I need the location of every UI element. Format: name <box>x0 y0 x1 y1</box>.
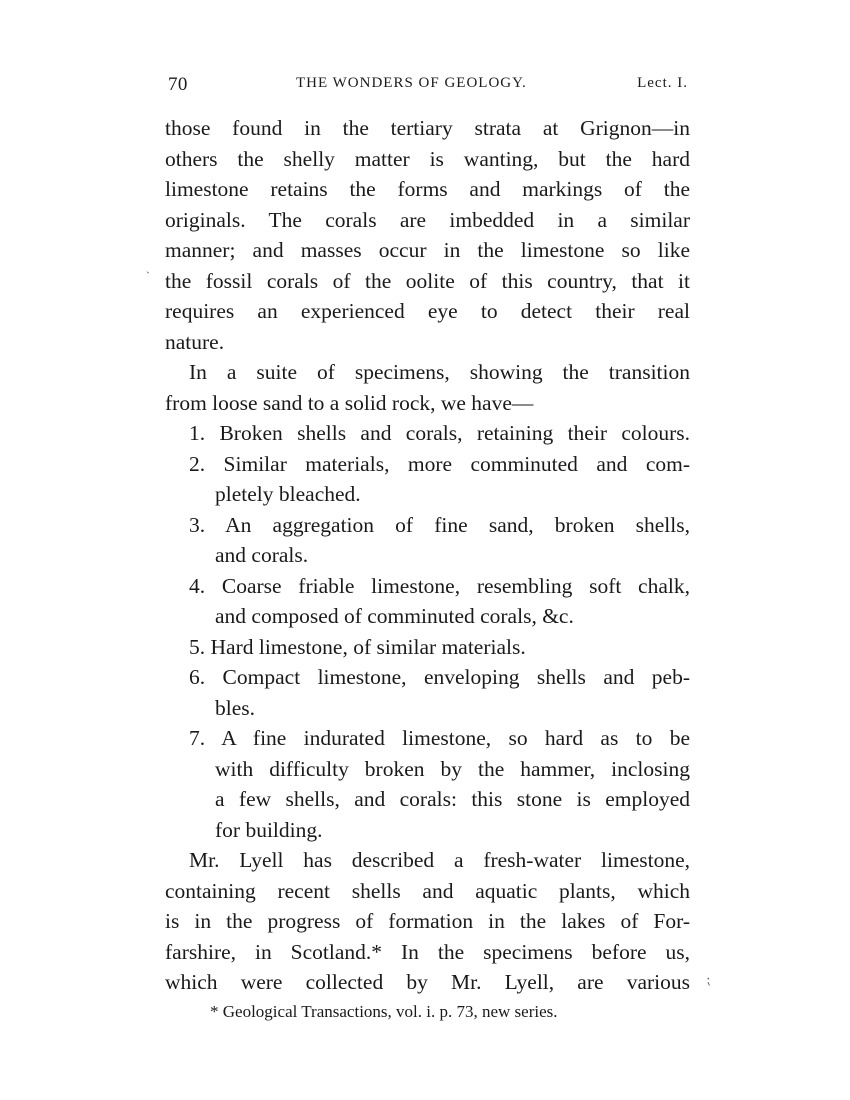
running-header <box>168 74 688 102</box>
paragraph-first-line: Mr. Lyell has described a fresh-water limestone, <box>189 848 690 872</box>
page-number: 70 <box>168 74 188 95</box>
text-line: the fossil corals of the oolite of this country, that it <box>165 268 690 293</box>
list-item-continuation: with difficulty broken by the hammer, inclosing <box>215 756 690 781</box>
list-item-continuation: and composed of comminuted corals, &c. <box>215 604 574 628</box>
text-line: is in the progress of formation in the lakes of For- <box>165 909 690 933</box>
text-line: containing recent shells and aquatic plants, which <box>165 878 690 903</box>
list-item: 3. An aggregation of fine sand, broken shells, <box>189 512 690 537</box>
list-item: 6. Compact limestone, enveloping shells and peb- <box>189 665 690 689</box>
list-item: 2. Similar materials, more comminuted and com- <box>189 451 690 476</box>
text-line: nature. <box>165 329 225 354</box>
body-text <box>165 113 690 998</box>
text-line: limestone retains the forms and markings of the <box>165 177 690 201</box>
text-line: those found in the tertiary strata at Grignon—in <box>165 116 690 140</box>
list-item: 1. Broken shells and corals, retaining their colours. <box>189 421 690 445</box>
lecture-label: Lect. I. <box>637 75 688 91</box>
list-item-continuation: and corals. <box>215 543 309 567</box>
list-item: 4. Coarse friable limestone, resembling soft chalk, <box>189 573 690 598</box>
text-line: from loose sand to a solid rock, we have— <box>165 390 534 415</box>
paragraph-first-line: In a suite of specimens, showing the transition <box>189 360 690 384</box>
ink-speck: ⁏ <box>706 973 711 988</box>
list-item-continuation: a few shells, and corals: this stone is employed <box>215 787 690 811</box>
running-title: THE WONDERS OF GEOLOGY. <box>296 75 527 91</box>
text-line: farshire, in Scotland.* In the specimens before us, <box>165 939 690 964</box>
text-line: others the shelly matter is wanting, but the hard <box>165 146 690 171</box>
text-line: which were collected by Mr. Lyell, are various <box>165 970 690 994</box>
footnote: * Geological Transactions, vol. i. p. 73, new series. <box>210 1002 558 1021</box>
list-item-continuation: bles. <box>215 695 256 720</box>
list-item: 5. Hard limestone, of similar materials. <box>189 634 526 659</box>
list-item: 7. A fine indurated limestone, so hard as to be <box>189 726 690 750</box>
list-item-continuation: for building. <box>215 817 323 842</box>
text-line: originals. The corals are imbedded in a similar <box>165 207 690 232</box>
list-item-continuation: pletely bleached. <box>215 482 361 506</box>
ink-speck: ˏ <box>146 260 150 274</box>
text-line: requires an experienced eye to detect their real <box>165 299 690 323</box>
text-line: manner; and masses occur in the limestone so like <box>165 238 690 262</box>
